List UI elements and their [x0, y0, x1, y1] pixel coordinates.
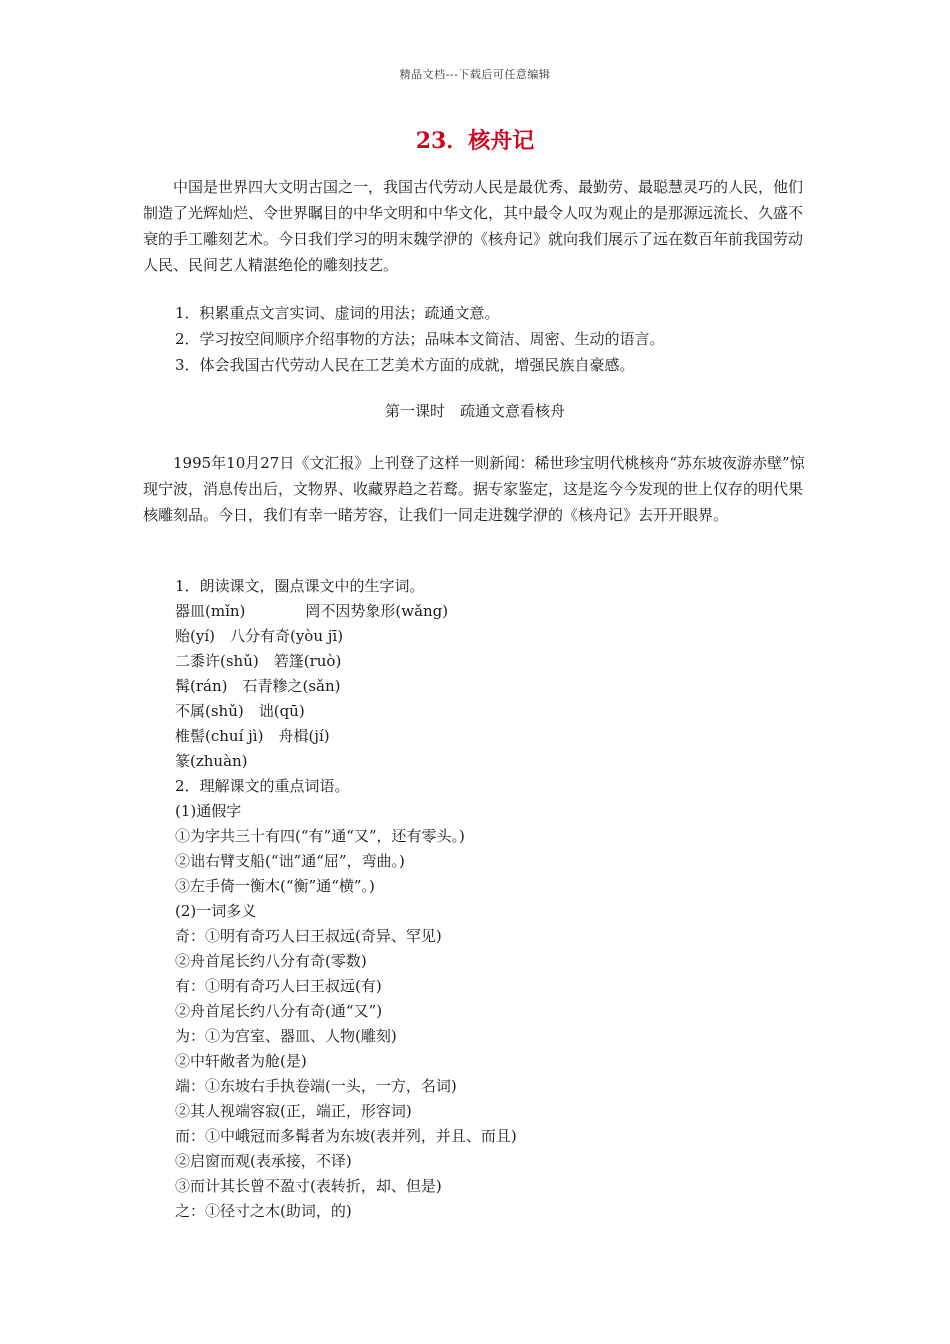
list-item: 有：①明有奇巧人曰王叔远(有) — [175, 977, 382, 995]
goal-item: 3．体会我国古代劳动人民在工艺美术方面的成就，增强民族自豪感。 — [175, 356, 635, 374]
list-item: ②其人视端容寂(正，端正，形容词) — [175, 1102, 412, 1120]
list-item: 1．朗读课文，圈点课文中的生字词。 — [175, 577, 425, 595]
goal-item: 1．积累重点文言实词、虚词的用法；疏通文意。 — [175, 304, 500, 322]
goal-item: 2．学习按空间顺序介绍事物的方法；品味本文简洁、周密、生动的语言。 — [175, 330, 665, 348]
list-item: 奇：①明有奇巧人曰王叔远(奇异、罕见) — [175, 927, 442, 945]
intro-paragraph: 中国是世界四大文明古国之一，我国古代劳动人民是最优秀、最勤劳、最聪慧灵巧的人民，他们制造了光辉灿烂、令世界瞩目的中华文明和中华文化，其中最令人叹为观止的是那源远流长、久盛不衰的手工雕刻艺术。今日我们学习的明末魏学洢的《核舟记》就向我们展示了远在数百年前我国劳动人民、民间艺人精湛绝伦的雕刻技艺。 — [143, 178, 804, 274]
list-item: 为：①为宫室、器皿、人物(雕刻) — [175, 1027, 397, 1045]
list-item: 篆(zhuàn) — [175, 752, 248, 770]
page-header: 精品文档---下载后可任意编辑 — [399, 68, 551, 81]
list-item: ②舟首尾长约八分有奇(通“又”) — [175, 1002, 383, 1020]
list-item: ③而计其长曾不盈寸(表转折，却、但是) — [175, 1177, 442, 1195]
list-item: 不属(shǔ) 诎(qū) — [175, 702, 305, 720]
list-item: ①为字共三十有四(“有”通“又”，还有零头。) — [175, 827, 465, 845]
list-item: 椎髻(chuí jì) 舟楫(jí) — [175, 727, 330, 745]
news-paragraph: 1995年10月27日《文汇报》上刊登了这样一则新闻：稀世珍宝明代桃核舟“苏东坡夜游赤壁”惊现宁波，消息传出后，文物界、收藏界趋之若鹜。据专家鉴定，这是迄今今发现的世上仅存的明代果核雕刻品。今日，我们有幸一睹芳容，让我们一同走进魏学洢的《核舟记》去开开眼界。 — [143, 454, 805, 524]
list-item: 二黍许(shǔ) 箬篷(ruò) — [175, 652, 342, 670]
list-item: ②中轩敞者为舱(是) — [175, 1052, 307, 1070]
list-item: 而：①中峨冠而多髯者为东坡(表并列，并且、而且) — [175, 1127, 517, 1145]
list-item: 端：①东坡右手执卷端(一头，一方，名词) — [175, 1077, 457, 1095]
list-item: 器皿(mǐn) 罔不因势象形(wǎng) — [175, 602, 449, 620]
list-item: ②舟首尾长约八分有奇(零数) — [175, 952, 367, 970]
section-heading: 第一课时 疏通文意看核舟 — [384, 402, 565, 420]
lesson-title: 23．核舟记 — [415, 128, 535, 154]
list-item: (2)一词多义 — [175, 902, 257, 920]
list-item: 2．理解课文的重点词语。 — [175, 777, 350, 795]
list-item: 贻(yí) 八分有奇(yòu jī) — [175, 627, 344, 645]
list-item: 髯(rán) 石青糁之(sǎn) — [175, 677, 341, 695]
list-item: ②诎右臂支船(“诎”通“屈”，弯曲。) — [175, 852, 405, 870]
learning-goals — [175, 300, 815, 378]
list-item: (1)通假字 — [175, 802, 242, 820]
list-item: ②启窗而观(表承接，不译) — [175, 1152, 352, 1170]
vocabulary-list — [175, 574, 815, 1224]
list-item: ③左手倚一衡木(“衡”通“横”。) — [175, 877, 375, 895]
list-item: 之：①径寸之木(助词，的) — [175, 1202, 352, 1220]
